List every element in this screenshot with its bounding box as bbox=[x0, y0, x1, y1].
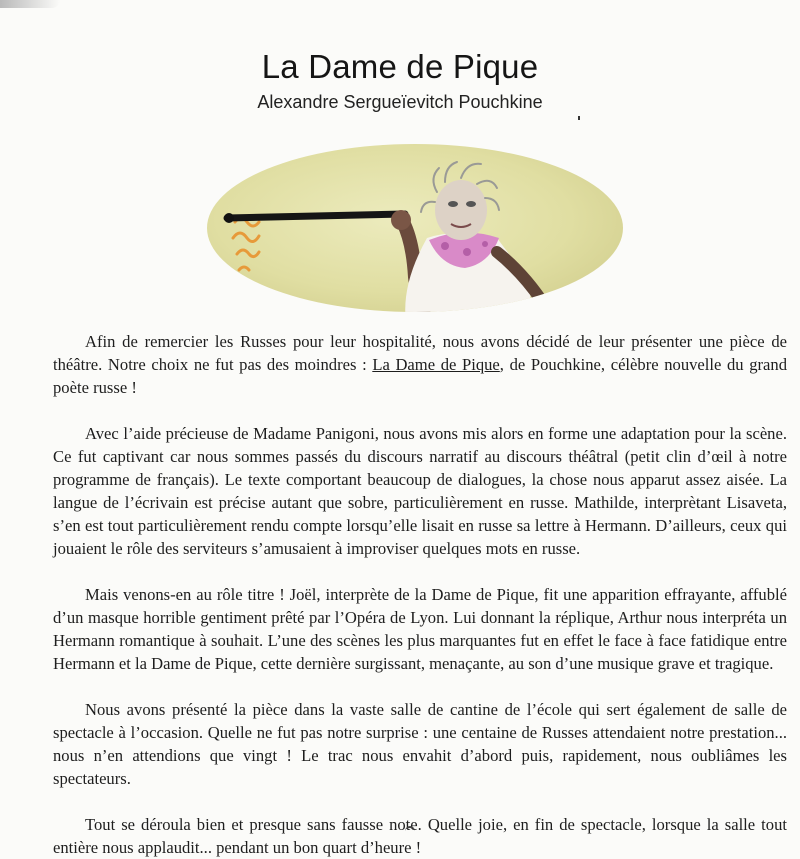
page-title: La Dame de Pique bbox=[261, 48, 539, 85]
page-number-fragment bbox=[405, 826, 415, 836]
cane bbox=[227, 214, 405, 218]
paragraph-4: Nous avons présenté la pièce dans la vaste salle de cantine de l’école qui sert également de salle de spectacle à l’occasion. Quelle ne fut pas notre surprise : une centaine de Russes attendaient notre prestation... nous n’en attendions que vingt ! Le trac nous envahit d’abord puis, rapidement, nous oubliâmes les spectateurs. bbox=[53, 700, 787, 788]
underlined-work-title: La Dame de Pique bbox=[372, 355, 500, 374]
hand bbox=[391, 210, 411, 230]
paragraph-3: Mais venons-en au rôle titre ! Joël, interprète de la Dame de Pique, fit une apparition effrayante, affublé d’un masque horrible gentiment prêté par l’Opéra de Lyon. Lui donnant la réplique, Arthur nous interpréta un Hermann romantique à souhait. L’une des scènes les plus marquantes fut en effet le face à face fatidique entre Hermann et la Dame de Pique, cette dernière surgissant, menaçante, au son d’une musique grave et tragique. bbox=[53, 585, 787, 673]
paragraph-text: , de Pouchkine, célèbre nouvelle du grand poète russe ! bbox=[53, 355, 787, 397]
mask-face bbox=[435, 180, 487, 240]
scan-edge-shadow bbox=[0, 0, 60, 8]
paragraph-1 bbox=[53, 330, 787, 399]
scan-speck bbox=[578, 116, 580, 120]
theatre-photo-oval bbox=[205, 142, 625, 314]
paragraph-2: Avec l’aide précieuse de Madame Panigoni, nous avons mis alors en forme une adaptation pour la scène. Ce fut captivant car nous sommes passés du discours narratif au discours théâtral (petit clin d’œil à notre programme de français). Le texte comportant beaucoup de dialogues, la chose nous apparut assez aisée. La langue de l’écrivain est précise autant que sobre, particulièrement en russe. Mathilde, interprètant Lisaveta, s’en est tout particulièrement rendu compte lorsqu’elle lisait en russe sa lettre à Hermann. D’ailleurs, ceux qui jouaient le rôle des serviteurs s’amusaient à improviser quelques mots en russe. bbox=[53, 424, 787, 558]
article-body bbox=[53, 330, 787, 859]
paragraph-text: Afin de remercier les Russes pour leur hospitalité, nous avons décidé de leur présenter une pièce de théâtre. Notre choix ne fut pas des moindres : bbox=[53, 332, 787, 374]
paragraph-5: Tout se déroula bien et presque sans fausse note. Quelle joie, en fin de spectacle, lorsque la salle tout entière nous applaudit... pendant un bon quart d’heure ! bbox=[53, 815, 787, 857]
author-name: Alexandre Sergueïevitch Pouchkine bbox=[257, 92, 543, 112]
